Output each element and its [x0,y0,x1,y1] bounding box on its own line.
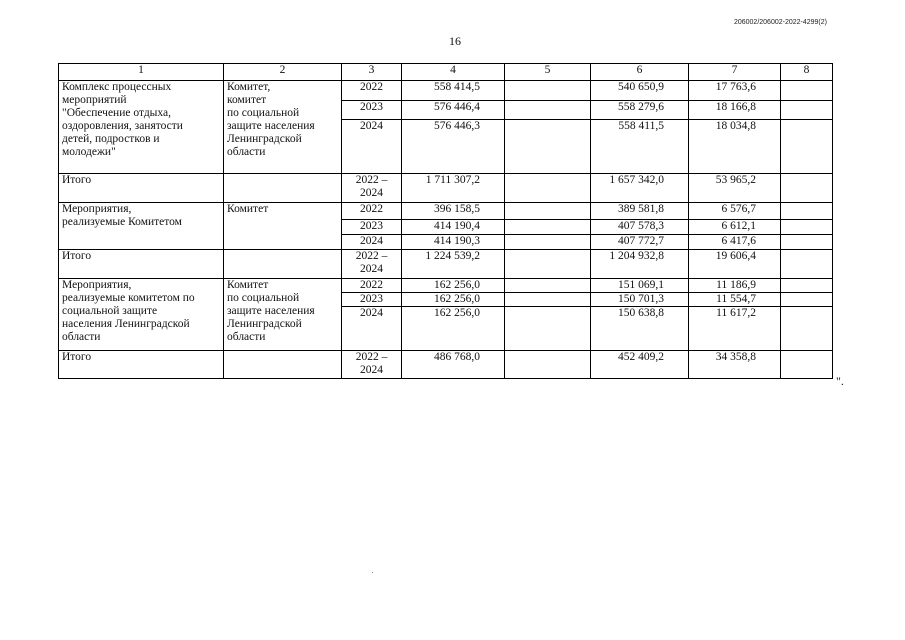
value-cell [781,120,833,174]
total-value-cell [781,351,833,379]
value-cell: 18 166,8 [689,101,781,120]
total-value-cell: 1 711 307,2 [402,174,505,203]
total-value-cell: 34 358,8 [689,351,781,379]
column-header: 1 [59,64,224,81]
value-cell: 17 763,6 [689,81,781,101]
column-header: 2 [224,64,342,81]
total-value-cell: 1 224 539,2 [402,250,505,279]
value-cell: 11 617,2 [689,307,781,351]
value-cell [505,203,591,220]
value-cell: 389 581,8 [591,203,689,220]
total-label: Итого [59,174,224,203]
total-value-cell: 53 965,2 [689,174,781,203]
total-value-cell: 1 657 342,0 [591,174,689,203]
year-cell: 2022 [342,81,402,101]
value-cell [505,307,591,351]
value-cell: 558 414,5 [402,81,505,101]
value-cell: 6 417,6 [689,235,781,250]
value-cell: 150 701,3 [591,293,689,307]
value-cell: 6 576,7 [689,203,781,220]
value-cell: 576 446,4 [402,101,505,120]
value-cell: 540 650,9 [591,81,689,101]
period-cell: 2022 – 2024 [342,250,402,279]
year-cell: 2022 [342,203,402,220]
value-cell: 150 638,8 [591,307,689,351]
period-cell: 2022 – 2024 [342,174,402,203]
total-value-cell: 19 606,4 [689,250,781,279]
value-cell: 151 069,1 [591,279,689,293]
scan-speck [372,572,373,573]
value-cell: 162 256,0 [402,293,505,307]
value-cell [781,203,833,220]
total-value-cell: 452 409,2 [591,351,689,379]
value-cell: 162 256,0 [402,307,505,351]
value-cell: 18 034,8 [689,120,781,174]
total-value-cell: 486 768,0 [402,351,505,379]
total-value-cell [781,250,833,279]
value-cell [505,279,591,293]
value-cell: 407 772,7 [591,235,689,250]
value-cell: 6 612,1 [689,220,781,235]
value-cell: 558 411,5 [591,120,689,174]
value-cell: 407 578,3 [591,220,689,235]
year-cell: 2024 [342,307,402,351]
value-cell [781,101,833,120]
year-cell: 2024 [342,235,402,250]
value-cell [781,235,833,250]
year-cell: 2023 [342,220,402,235]
budget-table [58,63,833,379]
period-cell: 2022 – 2024 [342,351,402,379]
value-cell: 558 279,6 [591,101,689,120]
column-header: 7 [689,64,781,81]
value-cell [505,220,591,235]
total-row [59,250,833,279]
program-name-cell: Мероприятия, реализуемые комитетом по социальной защите населения Ленинградской области [59,279,224,351]
value-cell [781,293,833,307]
program-name-cell: Комплекс процессных мероприятий "Обеспечение отдыха, оздоровления, занятости детей, подростков и молодежи" [59,81,224,174]
closing-quote-mark: ". [836,374,844,388]
value-cell: 414 190,4 [402,220,505,235]
value-cell [781,220,833,235]
value-cell [505,235,591,250]
executor-cell: Комитет [224,203,342,250]
total-row [59,174,833,203]
value-cell [781,279,833,293]
total-value-cell [505,351,591,379]
column-header: 6 [591,64,689,81]
year-cell: 2022 [342,279,402,293]
table-row [59,81,833,101]
value-cell [505,101,591,120]
program-name-cell: Мероприятия, реализуемые Комитетом [59,203,224,250]
column-header: 3 [342,64,402,81]
value-cell: 11 554,7 [689,293,781,307]
document-id: 206002/206002-2022-4299(2) [733,19,827,26]
table-header-row [59,64,833,81]
value-cell: 396 158,5 [402,203,505,220]
total-label: Итого [59,250,224,279]
total-value-cell [505,250,591,279]
value-cell: 576 446,3 [402,120,505,174]
value-cell [781,81,833,101]
total-value-cell: 1 204 932,8 [591,250,689,279]
executor-cell: Комитет, комитет по социальной защите населения Ленинградской области [224,81,342,174]
total-value-cell [781,174,833,203]
column-header: 8 [781,64,833,81]
total-value-cell [505,174,591,203]
year-cell: 2024 [342,120,402,174]
page-number: 16 [449,34,461,48]
total-row [59,351,833,379]
value-cell: 162 256,0 [402,279,505,293]
value-cell [505,120,591,174]
column-header: 4 [402,64,505,81]
executor-cell: Комитет по социальной защите населения Ленинградской области [224,279,342,351]
year-cell: 2023 [342,101,402,120]
column-header: 5 [505,64,591,81]
table-row [59,279,833,293]
total-label: Итого [59,351,224,379]
value-cell: 11 186,9 [689,279,781,293]
year-cell: 2023 [342,293,402,307]
value-cell: 414 190,3 [402,235,505,250]
value-cell [781,307,833,351]
value-cell [505,293,591,307]
value-cell [505,81,591,101]
table-row [59,203,833,220]
